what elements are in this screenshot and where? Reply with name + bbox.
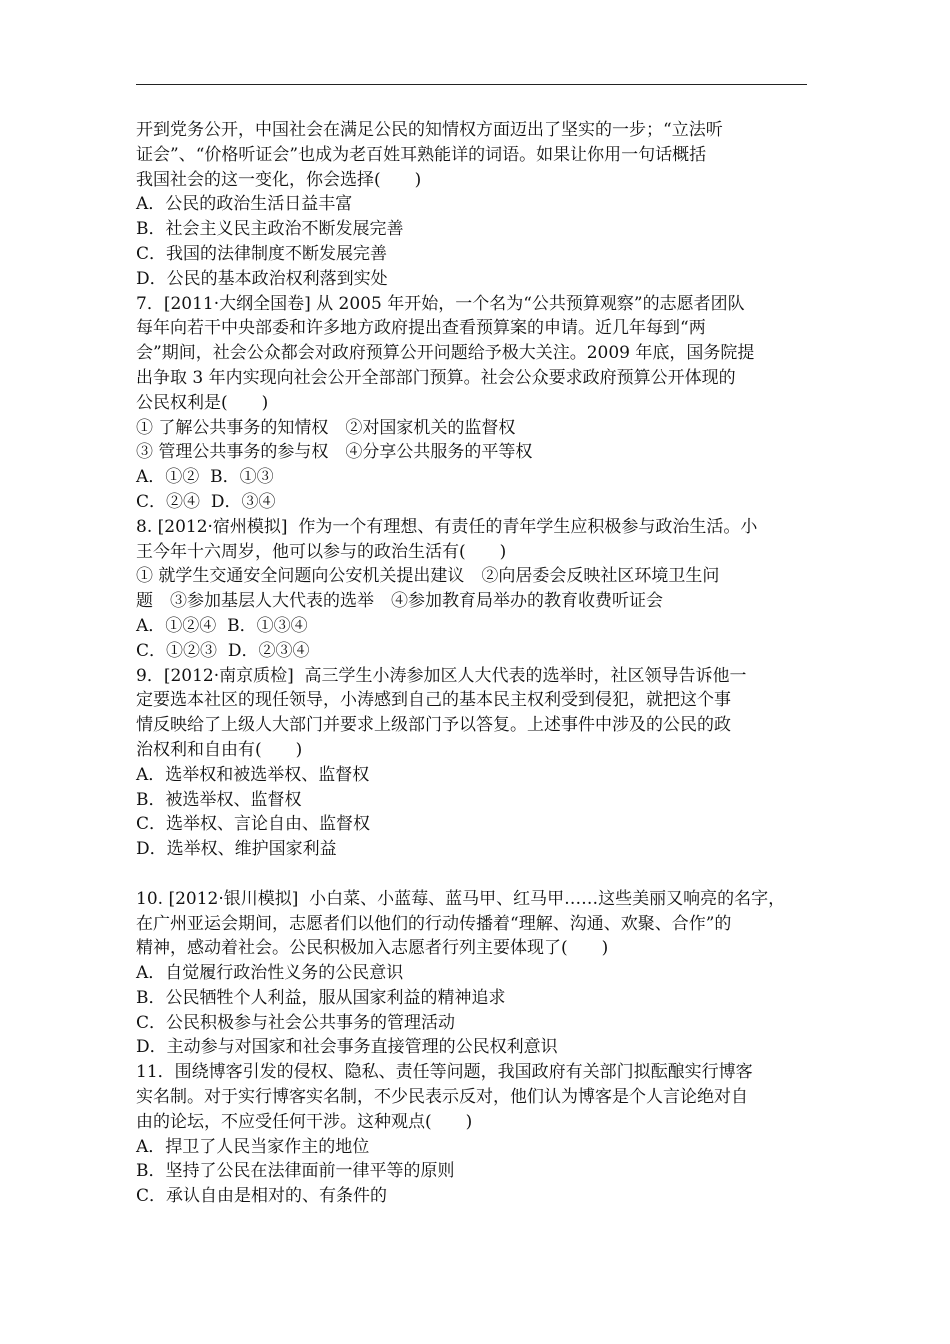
question-10-stem-line: 精神，感动着社会。公民积极加入志愿者行列主要体现了( ) bbox=[136, 938, 609, 959]
question-6-stem-line: 开到党务公开，中国社会在满足公民的知情权方面迈出了坚实的一步；“立法听 bbox=[136, 120, 723, 140]
question-10-option-c: C．公民积极参与社会公共事务的管理活动 bbox=[136, 1012, 456, 1033]
question-10-stem-line: 在广州亚运会期间，志愿者们以他们的行动传播着“理解、沟通、欢聚、合作”的 bbox=[136, 913, 732, 934]
question-7 bbox=[136, 292, 812, 515]
question-9-stem-line: 定要选本社区的现任领导，小涛感到自己的基本民主权利受到侵犯，就把这个事 bbox=[136, 690, 731, 711]
header-rule bbox=[136, 84, 807, 85]
question-11-option-a: A．捍卫了人民当家作主的地位 bbox=[136, 1136, 370, 1157]
question-11-stem-line: 实名制。对于实行博客实名制，不少民表示反对，他们认为博客是个人言论绝对自 bbox=[136, 1087, 748, 1108]
question-10-stem-line: 10. [2012·银川模拟] 小白菜、小蓝莓、蓝马甲、红马甲……这些美丽又响亮的名字， bbox=[136, 888, 786, 909]
question-6-option-c: C．我国的法律制度不断发展完善 bbox=[136, 243, 388, 264]
question-8-stem-line: 王今年十六周岁，他可以参与的政治生活有( ) bbox=[136, 541, 507, 562]
question-9-option-a: A．选举权和被选举权、监督权 bbox=[136, 764, 370, 785]
question-6-option-a: A．公民的政治生活日益丰富 bbox=[136, 194, 353, 215]
document-body bbox=[136, 118, 812, 1209]
question-11-stem-line: 由的论坛，不应受任何干涉。这种观点( ) bbox=[136, 1111, 473, 1132]
question-7-stem-line: 会”期间，社会公众都会对政府预算公开问题给予极大关注。2009 年底，国务院提 bbox=[136, 343, 755, 364]
question-11-option-c: C．承认自由是相对的、有条件的 bbox=[136, 1186, 388, 1207]
question-9-stem-line: 治权利和自由有( ) bbox=[136, 739, 303, 760]
question-6-option-b: B．社会主义民主政治不断发展完善 bbox=[136, 219, 404, 240]
question-8-options-ab: A．①②④ B．①③④ bbox=[136, 615, 308, 636]
question-8-stem-line: 8. [2012·宿州模拟] 作为一个有理想、有责任的青年学生应积极参与政治生活。小 bbox=[136, 516, 758, 537]
question-7-stem-line: 出争取 3 年内实现向社会公开全部部门预算。社会公众要求政府预算公开体现的 bbox=[136, 367, 736, 388]
question-9-option-c: C．选举权、言论自由、监督权 bbox=[136, 814, 371, 835]
question-9 bbox=[136, 664, 812, 862]
question-7-stem-line: 每年向若干中央部委和许多地方政府提出查看预算案的申请。近几年每到“两 bbox=[136, 318, 706, 339]
question-10 bbox=[136, 887, 812, 1061]
question-6 bbox=[136, 118, 812, 292]
question-8-statements: ① 就学生交通安全问题向公安机关提出建议 ②向居委会反映社区环境卫生问 bbox=[136, 566, 720, 587]
question-8-statements: 题 ③参加基层人大代表的选举 ④参加教育局举办的教育收费听证会 bbox=[136, 591, 663, 612]
question-10-option-a: A．自觉履行政治性义务的公民意识 bbox=[136, 963, 404, 984]
question-11-option-b: B．坚持了公民在法律面前一律平等的原则 bbox=[136, 1161, 455, 1182]
question-9-option-b: B．被选举权、监督权 bbox=[136, 789, 302, 810]
question-9-stem-line: 9．[2012·南京质检] 高三学生小涛参加区人大代表的选举时，社区领导告诉他一 bbox=[136, 665, 747, 686]
question-8 bbox=[136, 515, 812, 664]
question-7-options-ab: A．①② B．①③ bbox=[136, 467, 274, 488]
question-7-statements: ① 了解公共事务的知情权 ②对国家机关的监督权 bbox=[136, 417, 516, 438]
question-7-options-cd: C．②④ D．③④ bbox=[136, 491, 276, 512]
question-9-option-d: D．选举权、维护国家利益 bbox=[136, 839, 337, 860]
question-7-stem-line: 7．[2011·大纲全国卷] 从 2005 年开始，一个名为“公共预算观察”的志愿者团队 bbox=[136, 293, 745, 314]
question-6-stem-line: 证会”、“价格听证会”也成为老百姓耳熟能详的词语。如果让你用一句话概括 bbox=[136, 144, 707, 165]
question-10-option-d: D．主动参与对国家和社会事务直接管理的公民权利意识 bbox=[136, 1037, 558, 1058]
question-11 bbox=[136, 1060, 812, 1209]
question-10-option-b: B．公民牺牲个人利益，服从国家利益的精神追求 bbox=[136, 987, 506, 1008]
question-11-stem-line: 11．围绕博客引发的侵权、隐私、责任等问题，我国政府有关部门拟酝酿实行博客 bbox=[136, 1062, 753, 1083]
blank-line bbox=[136, 862, 812, 887]
question-7-stem-line: 公民权利是( ) bbox=[136, 392, 269, 413]
question-7-statements: ③ 管理公共事务的参与权 ④分享公共服务的平等权 bbox=[136, 442, 533, 463]
question-6-option-d: D．公民的基本政治权利落到实处 bbox=[136, 268, 388, 289]
question-6-stem-line: 我国社会的这一变化，你会选择( ) bbox=[136, 169, 422, 190]
question-9-stem-line: 情反映给了上级人大部门并要求上级部门予以答复。上述事件中涉及的公民的政 bbox=[136, 715, 731, 736]
question-8-options-cd: C．①②③ D．②③④ bbox=[136, 640, 310, 661]
